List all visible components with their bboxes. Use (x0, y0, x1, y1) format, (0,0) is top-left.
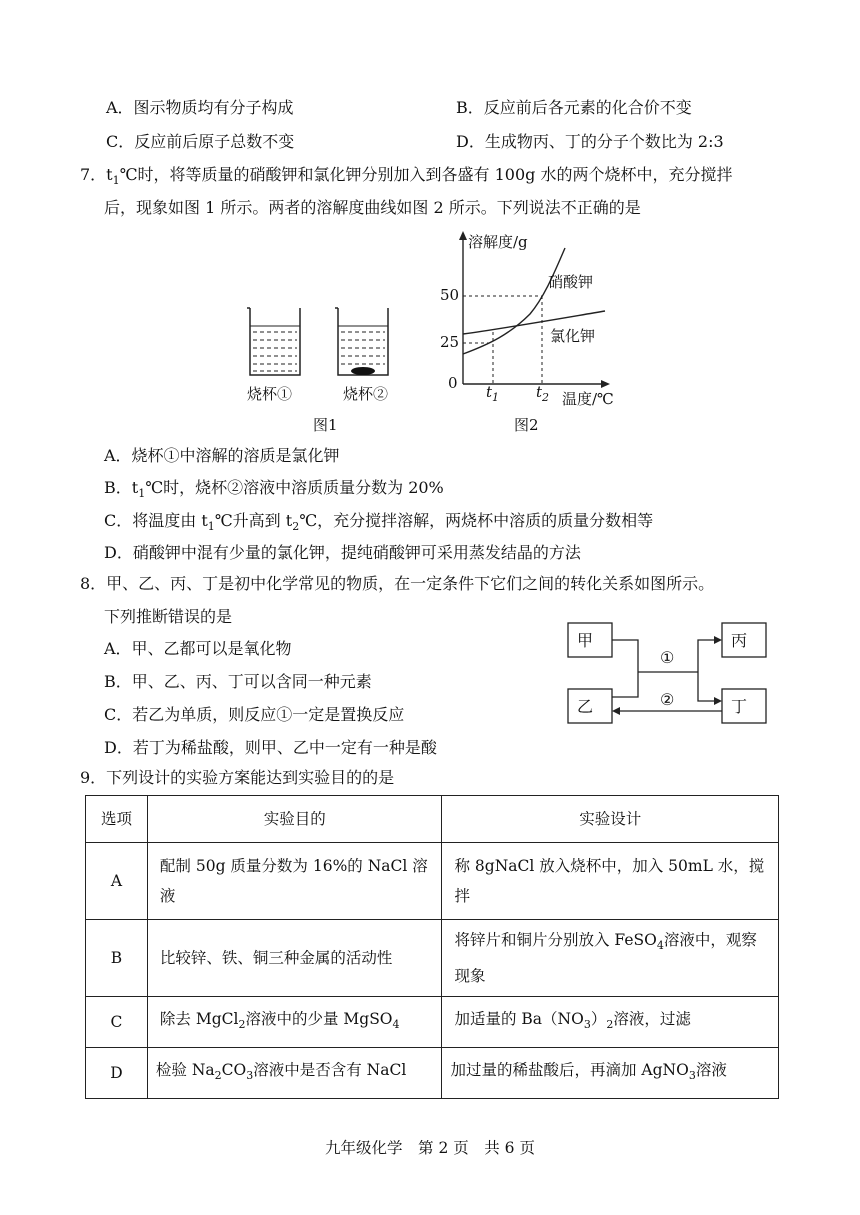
tick-t2: $t_2$ (536, 383, 550, 404)
row-c-option: C (86, 997, 148, 1048)
y-axis-arrow (459, 231, 467, 240)
label-bing: 丙 (731, 631, 748, 650)
jia-connector (612, 640, 638, 672)
q6-option-b: B．反应前后各元素的化合价不变 (456, 98, 692, 117)
arrow-to-ding (698, 672, 718, 701)
tick-0: 0 (448, 374, 458, 392)
q7-option-c: C．将温度由 $t_1℃$升高到 $t_2℃$，充分搅拌溶解，两烧杯中溶质的质量分数相等 (104, 511, 654, 534)
label-jia: 甲 (577, 631, 594, 650)
x-axis-arrow (601, 380, 610, 388)
row-c-purpose: 除去 MgCl$_2$溶液中的少量 MgSO$_4$ (147, 997, 442, 1048)
q8-stem-line1: 8．甲、乙、丙、丁是初中化学常见的物质，在一定条件下它们之间的转化关系如图所示。 (80, 574, 715, 593)
q6-option-c: C．反应前后原子总数不变 (106, 132, 295, 151)
q8-stem-line2: 下列推断错误的是 (104, 607, 233, 626)
table-row (86, 997, 779, 1048)
q6-option-a: A．图示物质均有分子构成 (106, 98, 294, 117)
q7-option-b: B．$t_1℃$时，烧杯②溶液中溶质质量分数为 20% (104, 478, 444, 501)
beaker2-label: 烧杯② (343, 385, 389, 403)
q8-option-c: C．若乙为单质，则反应①一定是置换反应 (104, 705, 405, 724)
table-row (86, 1048, 779, 1099)
figure1-caption: 图1 (313, 416, 338, 434)
row-a-purpose: 配制 50g 质量分数为 16%的 NaCl 溶液 (147, 843, 442, 920)
table-row (86, 920, 779, 997)
row-d-design: 加过量的稀盐酸后，再滴加 AgNO$_3$溶液 (442, 1048, 779, 1099)
beaker2 (335, 308, 388, 375)
label-yi: 乙 (577, 697, 594, 716)
beaker1 (247, 308, 300, 375)
row-d-option: D (86, 1048, 148, 1099)
arrow-to-bing (698, 640, 718, 672)
row-b-purpose: 比较锌、铁、铜三种金属的活动性 (147, 920, 442, 997)
series-kcl-label: 氯化钾 (550, 327, 596, 345)
q9-stem: 9．下列设计的实验方案能达到实验目的的是 (80, 768, 395, 787)
q8-option-d: D．若丁为稀盐酸，则甲、乙中一定有一种是酸 (104, 738, 437, 757)
q7-option-d: D．硝酸钾中混有少量的氯化钾，提纯硝酸钾可采用蒸发结晶的方法 (104, 543, 581, 562)
row-b-option: B (86, 920, 148, 997)
table-header-row (86, 796, 779, 843)
row-d-purpose: 检验 $Na_2CO_3$溶液中是否含有 NaCl (147, 1048, 442, 1099)
header-option: 选项 (86, 796, 148, 843)
tick-25: 25 (440, 333, 460, 351)
reaction2-label: ② (660, 690, 675, 709)
q7-option-a: A．烧杯①中溶解的溶质是氯化钾 (104, 446, 340, 465)
page-footer: 九年级化学 第 2 页 共 6 页 (325, 1139, 535, 1157)
undissolved-solid (351, 367, 375, 375)
reaction1-label: ① (660, 648, 675, 667)
experiment-table (85, 795, 779, 1099)
row-b-design: 将锌片和铜片分别放入 FeSO$_4$溶液中，观察现象 (442, 920, 779, 997)
q7-stem-line2: 后，现象如图 1 所示。两者的溶解度曲线如图 2 所示。下列说法不正确的是 (104, 198, 641, 217)
q8-option-b: B．甲、乙、丙、丁可以含同一种元素 (104, 672, 372, 691)
yi-connector (612, 672, 638, 697)
label-ding: 丁 (731, 697, 748, 716)
row-c-design: 加适量的 $Ba(NO_3)_2$溶液，过滤 (442, 997, 779, 1048)
header-design: 实验设计 (442, 796, 779, 843)
series-kno3-label: 硝酸钾 (548, 273, 594, 291)
x-axis-label: 温度/℃ (562, 390, 614, 408)
y-axis-label: 溶解度/g (468, 233, 528, 251)
tick-50: 50 (440, 286, 460, 304)
q6-option-d: D．生成物丙、丁的分子个数比为 2:3 (456, 132, 724, 151)
beaker1-label: 烧杯① (247, 385, 293, 403)
q7-stem-line1: 7．$t_1℃$时，将等质量的硝酸钾和氯化钾分别加入到各盛有 100g 水的两个烧杯中，充分搅拌 (80, 165, 733, 188)
header-purpose: 实验目的 (147, 796, 442, 843)
row-a-design: 称 8gNaCl 放入烧杯中，加入 50mL 水，搅拌 (442, 843, 779, 920)
row-a-option: A (86, 843, 148, 920)
q8-option-a: A．甲、乙都可以是氧化物 (104, 639, 292, 658)
tick-t1: $t_1$ (486, 383, 500, 404)
table-row (86, 843, 779, 920)
figure2-caption: 图2 (514, 416, 539, 434)
